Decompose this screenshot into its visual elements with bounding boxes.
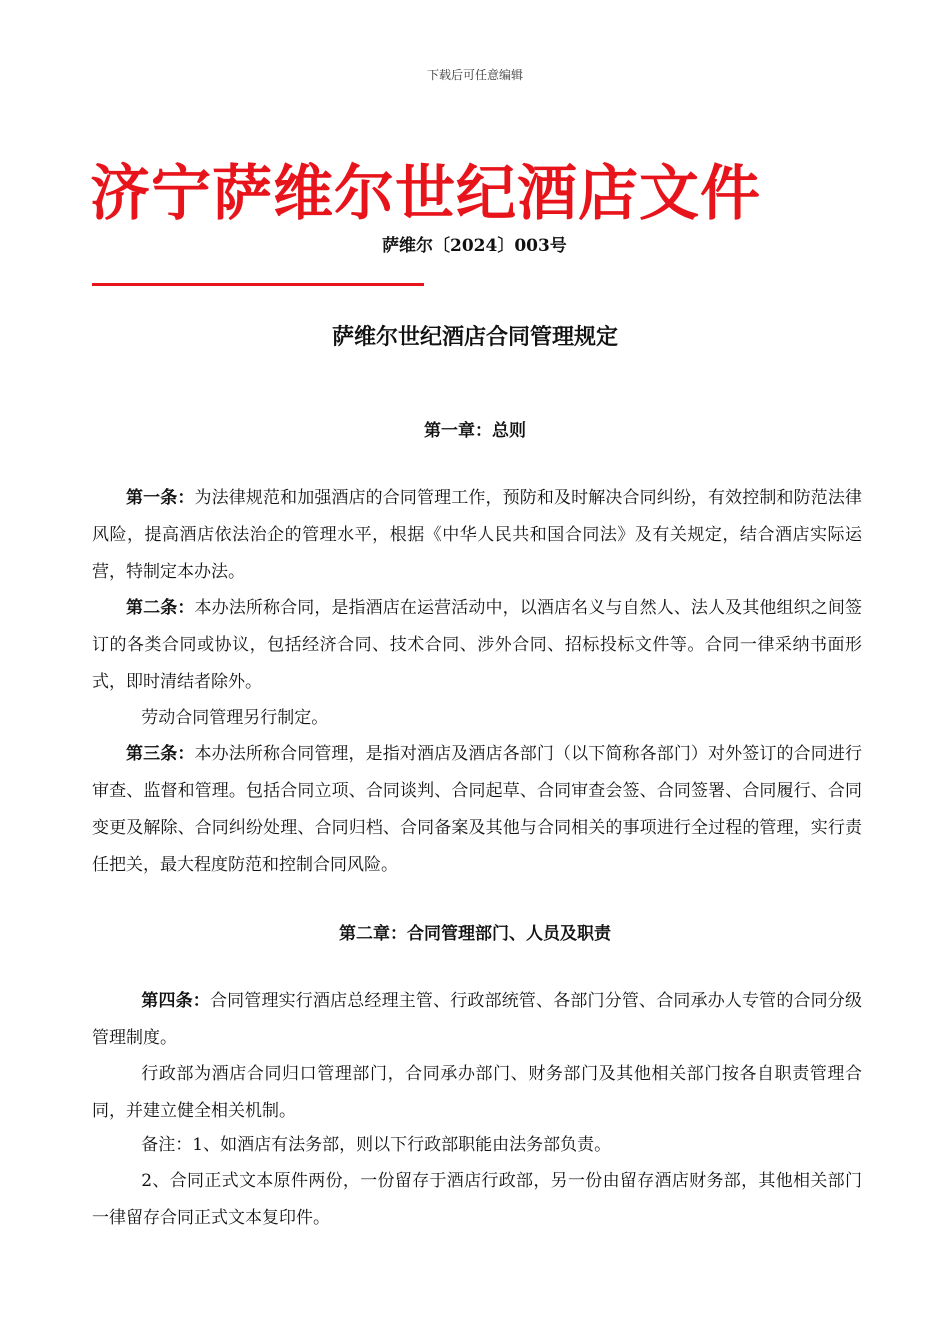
article-4-paragraph-2: 行政部为酒店合同归口管理部门，合同承办部门、财务部门及其他相关部门按各自职责管理合同，并建立健全相关机制。 <box>92 1064 862 1121</box>
article-2-text: 本办法所称合同，是指酒店在运营活动中，以酒店名义与自然人、法人及其他组织之间签订的各类合同或协议，包括经济合同、技术合同、涉外合同、招标投标文件等。合同一律采纳书面形式，即时清结者除外。 <box>92 598 863 692</box>
chapter-2-heading: 第二章：合同管理部门、人员及职责 <box>339 924 611 944</box>
red-divider-line <box>92 283 424 286</box>
article-1 <box>92 480 862 591</box>
article-4-label: 第四条： <box>141 991 210 1011</box>
main-title: 萨维尔世纪酒店合同管理规定 <box>331 324 618 350</box>
article-2 <box>92 590 862 701</box>
article-2-label: 第二条： <box>126 598 195 618</box>
article-1-text: 为法律规范和加强酒店的合同管理工作，预防和及时解决合同纠纷，有效控制和防范法律风险，提高酒店依法治企的管理水平，根据《中华人民共和国合同法》及有关规定，结合酒店实际运营，特制定本办法。 <box>92 488 863 582</box>
document-red-header-title: 济宁萨维尔世纪酒店文件 <box>90 159 761 229</box>
article-3-label: 第三条： <box>126 744 195 764</box>
article-4 <box>92 983 862 1057</box>
article-4-note-1: 备注：1、如酒店有法务部，则以下行政部职能由法务部负责。 <box>141 1135 612 1155</box>
document-number: 萨维尔〔2024〕003号 <box>382 236 567 256</box>
article-4-note-2: 2、合同正式文本原件两份，一份留存于酒店行政部，另一份由留存酒店财务部，其他相关部门一律留存合同正式文本复印件。 <box>92 1171 862 1228</box>
article-4-text: 合同管理实行酒店总经理主管、行政部统管、各部门分管、合同承办人专管的合同分级管理制度。 <box>92 991 863 1048</box>
page-header-note: 下载后可任意编辑 <box>426 68 523 82</box>
article-3 <box>92 736 862 884</box>
article-1-label: 第一条： <box>126 488 195 508</box>
article-3-text: 本办法所称合同管理，是指对酒店及酒店各部门（以下简称各部门）对外签订的合同进行审查、监督和管理。包括合同立项、合同谈判、合同起草、合同审查会签、合同签署、合同履行、合同变更及解除、合同纠纷处理、合同归档、合同备案及其他与合同相关的事项进行全过程的管理，实行责任把关，最大程度防范和控制合同风险。 <box>92 744 863 875</box>
article-2-note: 劳动合同管理另行制定。 <box>141 708 329 728</box>
chapter-1-heading: 第一章：总则 <box>424 421 526 441</box>
